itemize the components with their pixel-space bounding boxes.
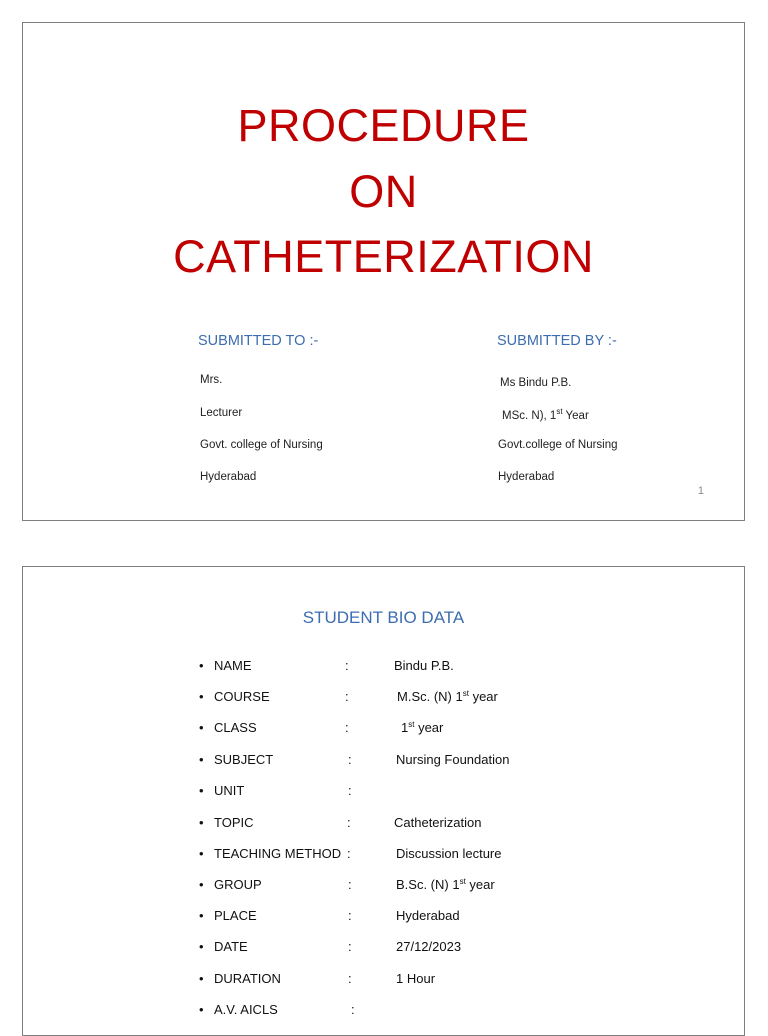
bio-field-value: Bindu P.B. [394,658,454,673]
submitted-by-heading: SUBMITTED BY :- [497,333,617,349]
submitted-to-line: Mrs. [200,374,223,386]
bullet-icon: • [199,939,204,954]
bullet-icon: • [199,846,204,861]
bio-field-label: A.V. AICLS [214,1002,278,1017]
bio-field-label: NAME [214,658,252,673]
field-separator: : [348,877,352,892]
title-line-3: CATHETERIZATION [173,231,594,282]
bio-field-label: PLACE [214,908,257,923]
bio-field-label: GROUP [214,877,262,892]
submitted-by-line: MSc. N), 1st Year [502,407,589,422]
bio-field-label: TEACHING METHOD [214,846,342,861]
field-separator: : [348,908,352,923]
submitted-to-line: Hyderabad [200,471,257,483]
bio-field-label: CLASS [214,720,257,735]
bio-field-value: Hyderabad [396,908,460,923]
field-separator: : [348,752,352,767]
bio-field-value: Nursing Foundation [396,752,510,767]
bio-field-label: DATE [214,939,248,954]
bio-data-slide [22,566,745,1036]
bio-field-label: DURATION [214,971,281,986]
bio-field-value: M.Sc. (N) 1st year [397,689,498,704]
bullet-icon: • [199,1002,204,1017]
bio-field-label: TOPIC [214,815,254,830]
submitted-by-line: Govt.college of Nursing [498,439,618,451]
submitted-to-line: Govt. college of Nursing [200,439,323,451]
bullet-icon: • [199,971,204,986]
field-separator: : [347,846,351,861]
title-line-1: PROCEDURE [237,100,530,151]
field-separator: : [345,720,349,735]
field-separator: : [345,658,349,673]
bio-field-value: 1st year [401,720,444,735]
bullet-icon: • [199,877,204,892]
bullet-icon: • [199,815,204,830]
bio-field-label: SUBJECT [214,752,274,767]
bullet-icon: • [199,783,204,798]
bio-field-value: 27/12/2023 [396,939,462,954]
bio-field-value: B.Sc. (N) 1st year [396,877,495,892]
bio-data-title: STUDENT BIO DATA [302,608,465,627]
bullet-icon: • [199,908,204,923]
bio-field-label: COURSE [214,689,270,704]
title-slide [22,22,745,521]
bullet-icon: • [199,720,204,735]
title-line-2: ON [349,166,418,217]
bullet-icon: • [199,752,204,767]
field-separator: : [347,815,351,830]
bio-field-value: Discussion lecture [396,846,502,861]
field-separator: : [348,971,352,986]
field-separator: : [348,939,352,954]
bio-field-value: Catheterization [394,815,482,830]
submitted-to-line: Lecturer [200,407,243,419]
submitted-by-line: Ms Bindu P.B. [500,377,572,389]
bullet-icon: • [199,689,204,704]
bio-field-value: 1 Hour [396,971,436,986]
field-separator: : [345,689,349,704]
field-separator: : [351,1002,355,1017]
field-separator: : [348,783,352,798]
submitted-by-line: Hyderabad [498,471,555,483]
submitted-to-heading: SUBMITTED TO :- [198,333,319,349]
slide-number: 1 [697,485,704,497]
bio-field-label: UNIT [214,783,245,798]
bullet-icon: • [199,658,204,673]
